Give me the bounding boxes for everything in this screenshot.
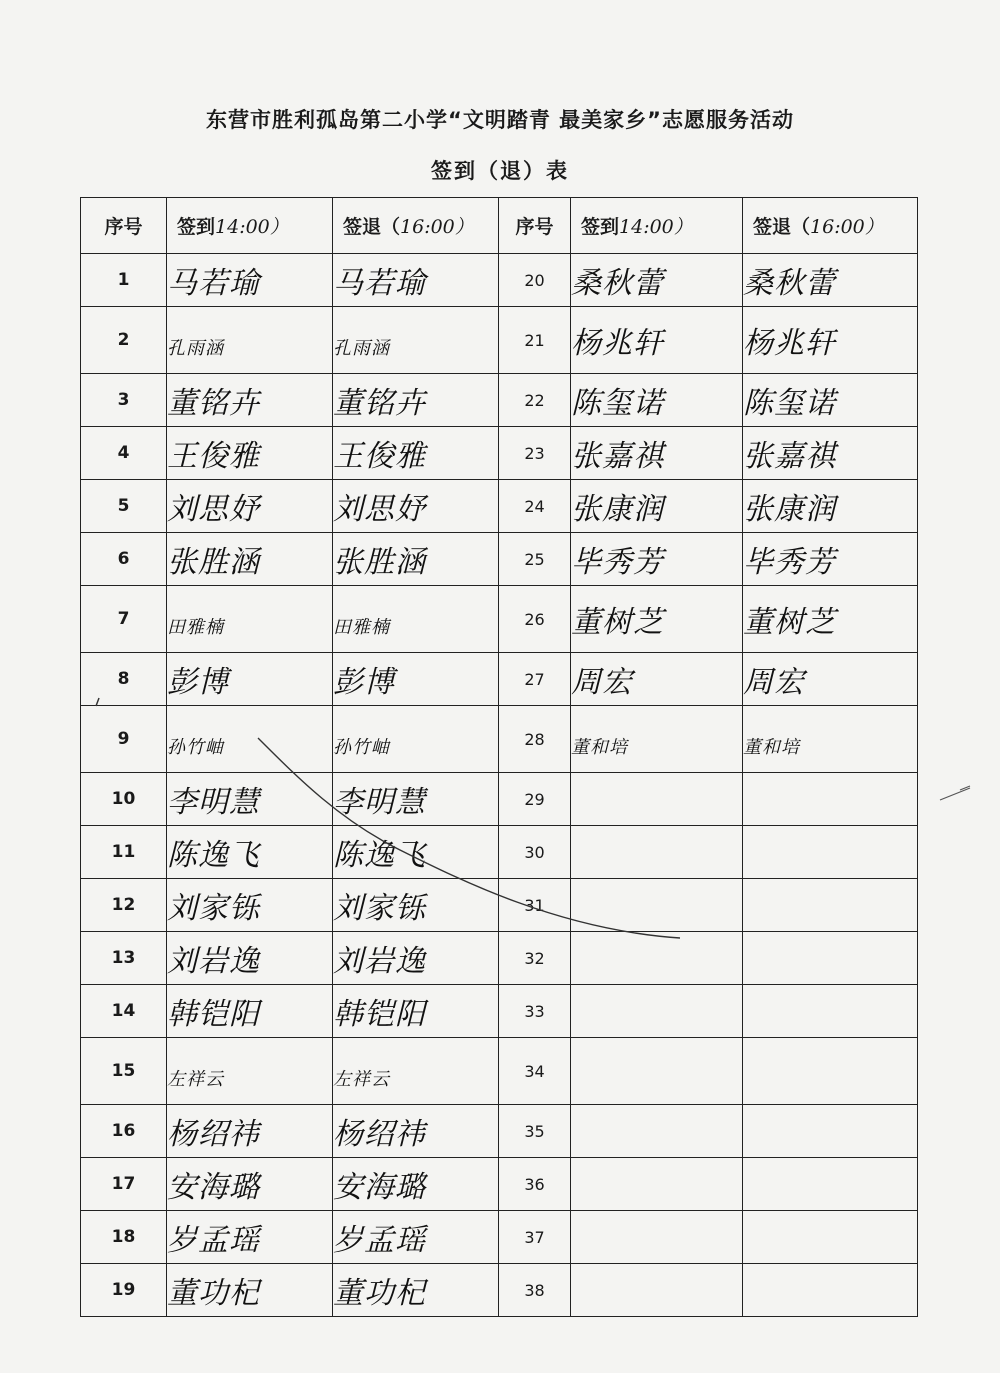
table-row xyxy=(81,653,918,706)
table-row xyxy=(81,932,918,985)
seq-number-2: 37 xyxy=(499,1211,571,1264)
sign-in-table xyxy=(80,197,918,1317)
seq-number: 14 xyxy=(81,985,167,1038)
sign-in-signature: 安海璐 xyxy=(167,1158,333,1211)
seq-number: 17 xyxy=(81,1158,167,1211)
sign-in-signature-2 xyxy=(571,773,743,826)
seq-number: 15 xyxy=(81,1038,167,1105)
table-row xyxy=(81,1211,918,1264)
sign-out-signature-2 xyxy=(743,773,918,826)
seq-number: 19 xyxy=(81,1264,167,1317)
table-row xyxy=(81,1158,918,1211)
sign-in-signature: 刘岩逸 xyxy=(167,932,333,985)
seq-number-2: 22 xyxy=(499,374,571,427)
sign-in-signature: 田雅楠 xyxy=(167,586,333,653)
seq-number-2: 31 xyxy=(499,879,571,932)
sign-in-signature: 杨绍祎 xyxy=(167,1105,333,1158)
sign-out-signature-2: 毕秀芳 xyxy=(743,533,918,586)
seq-number: 12 xyxy=(81,879,167,932)
sign-out-signature: 孙竹岫 xyxy=(333,706,499,773)
document-title: 东营市胜利孤岛第二小学“文明踏青 最美家乡”志愿服务活动 xyxy=(206,108,794,132)
sign-out-signature-2 xyxy=(743,1038,918,1105)
sign-out-signature: 刘家铄 xyxy=(333,879,499,932)
sign-out-signature: 刘思妤 xyxy=(333,480,499,533)
sign-in-signature: 孔雨涵 xyxy=(167,307,333,374)
header-sign-in-2 xyxy=(571,198,743,254)
seq-number-2: 27 xyxy=(499,653,571,706)
seq-number-2: 34 xyxy=(499,1038,571,1105)
seq-number-2: 33 xyxy=(499,985,571,1038)
sign-in-signature-2: 张嘉祺 xyxy=(571,427,743,480)
sign-out-signature: 安海璐 xyxy=(333,1158,499,1211)
seq-number: 10 xyxy=(81,773,167,826)
seq-number-2: 36 xyxy=(499,1158,571,1211)
sign-in-signature-2 xyxy=(571,1264,743,1317)
table-row xyxy=(81,533,918,586)
sign-in-signature-2: 杨兆轩 xyxy=(571,307,743,374)
document-subtitle: 签到（退）表 xyxy=(431,159,569,183)
seq-number: 1 xyxy=(81,254,167,307)
sign-in-signature: 左祥云 xyxy=(167,1038,333,1105)
table-row xyxy=(81,826,918,879)
table-row xyxy=(81,307,918,374)
sign-out-signature-2 xyxy=(743,1264,918,1317)
sign-in-signature: 李明慧 xyxy=(167,773,333,826)
seq-number: 7 xyxy=(81,586,167,653)
sign-out-signature: 左祥云 xyxy=(333,1038,499,1105)
sign-in-signature-2: 毕秀芳 xyxy=(571,533,743,586)
sign-out-signature: 张胜涵 xyxy=(333,533,499,586)
header-seq-2: 序号 xyxy=(499,198,571,254)
sign-out-signature-2 xyxy=(743,826,918,879)
sign-in-signature: 陈逸飞 xyxy=(167,826,333,879)
sign-in-signature-2 xyxy=(571,985,743,1038)
sign-out-signature: 马若瑜 xyxy=(333,254,499,307)
seq-number: 18 xyxy=(81,1211,167,1264)
header-sign-out-label-2: 签退（ xyxy=(753,216,811,238)
seq-number: 2 xyxy=(81,307,167,374)
sign-out-signature: 杨绍祎 xyxy=(333,1105,499,1158)
sign-out-signature-2: 董树芝 xyxy=(743,586,918,653)
table-row xyxy=(81,427,918,480)
table-row xyxy=(81,480,918,533)
table-row xyxy=(81,706,918,773)
sign-out-signature: 韩铠阳 xyxy=(333,985,499,1038)
sign-in-signature-2 xyxy=(571,879,743,932)
sign-out-signature-2: 董和培 xyxy=(743,706,918,773)
seq-number: 6 xyxy=(81,533,167,586)
sign-out-signature: 李明慧 xyxy=(333,773,499,826)
header-sign-out xyxy=(333,198,499,254)
seq-number-2: 25 xyxy=(499,533,571,586)
sign-out-signature: 王俊雅 xyxy=(333,427,499,480)
sign-in-signature: 刘家铄 xyxy=(167,879,333,932)
sign-in-signature: 韩铠阳 xyxy=(167,985,333,1038)
sign-out-signature-2 xyxy=(743,985,918,1038)
header-sign-in-time: 14:00） xyxy=(215,216,289,238)
table-row xyxy=(81,879,918,932)
sign-in-signature: 董功杞 xyxy=(167,1264,333,1317)
table-row xyxy=(81,985,918,1038)
table-row xyxy=(81,1264,918,1317)
sign-in-signature-2: 桑秋蕾 xyxy=(571,254,743,307)
seq-number-2: 38 xyxy=(499,1264,571,1317)
sign-in-signature-2: 董树芝 xyxy=(571,586,743,653)
header-seq: 序号 xyxy=(81,198,167,254)
sign-in-signature: 王俊雅 xyxy=(167,427,333,480)
seq-number-2: 23 xyxy=(499,427,571,480)
sign-out-signature: 陈逸飞 xyxy=(333,826,499,879)
sign-out-signature: 孔雨涵 xyxy=(333,307,499,374)
table-row xyxy=(81,374,918,427)
header-sign-out-label: 签退（ xyxy=(343,216,401,238)
sign-out-signature-2 xyxy=(743,879,918,932)
seq-number: 3 xyxy=(81,374,167,427)
header-sign-out-time: 16:00） xyxy=(400,216,474,238)
seq-number: 5 xyxy=(81,480,167,533)
sign-in-signature-2 xyxy=(571,932,743,985)
sign-out-signature: 董功杞 xyxy=(333,1264,499,1317)
sign-in-signature: 岁孟瑶 xyxy=(167,1211,333,1264)
sign-in-signature-2: 周宏 xyxy=(571,653,743,706)
header-sign-in-time-2: 14:00） xyxy=(619,216,693,238)
sign-in-signature-2 xyxy=(571,1038,743,1105)
seq-number-2: 32 xyxy=(499,932,571,985)
sign-out-signature: 董铭卉 xyxy=(333,374,499,427)
sign-in-signature: 马若瑜 xyxy=(167,254,333,307)
sign-in-signature: 孙竹岫 xyxy=(167,706,333,773)
sign-in-signature-2: 张康润 xyxy=(571,480,743,533)
sign-out-signature-2 xyxy=(743,932,918,985)
seq-number: 8 xyxy=(81,653,167,706)
seq-number: 4 xyxy=(81,427,167,480)
sign-in-signature: 董铭卉 xyxy=(167,374,333,427)
seq-number: 11 xyxy=(81,826,167,879)
sign-in-signature-2 xyxy=(571,1211,743,1264)
sign-out-signature: 刘岩逸 xyxy=(333,932,499,985)
sign-out-signature-2 xyxy=(743,1158,918,1211)
sign-out-signature: 彭博 xyxy=(333,653,499,706)
sign-out-signature-2: 杨兆轩 xyxy=(743,307,918,374)
sign-in-signature-2: 陈玺诺 xyxy=(571,374,743,427)
sign-in-signature: 张胜涵 xyxy=(167,533,333,586)
sign-out-signature: 岁孟瑶 xyxy=(333,1211,499,1264)
sign-out-signature-2: 张康润 xyxy=(743,480,918,533)
header-sign-in xyxy=(167,198,333,254)
sign-out-signature-2 xyxy=(743,1211,918,1264)
table-header-row xyxy=(81,198,918,254)
sign-in-signature: 彭博 xyxy=(167,653,333,706)
sign-in-signature-2 xyxy=(571,1105,743,1158)
sign-out-signature-2 xyxy=(743,1105,918,1158)
header-sign-out-2 xyxy=(743,198,918,254)
seq-number-2: 35 xyxy=(499,1105,571,1158)
sign-in-signature: 刘思妤 xyxy=(167,480,333,533)
table-row xyxy=(81,254,918,307)
seq-number-2: 24 xyxy=(499,480,571,533)
seq-number: 9 xyxy=(81,706,167,773)
sign-in-signature-2 xyxy=(571,826,743,879)
seq-number: 16 xyxy=(81,1105,167,1158)
table-row xyxy=(81,1105,918,1158)
sign-out-signature: 田雅楠 xyxy=(333,586,499,653)
seq-number-2: 28 xyxy=(499,706,571,773)
sign-out-signature-2: 张嘉祺 xyxy=(743,427,918,480)
sign-out-signature-2: 周宏 xyxy=(743,653,918,706)
sign-out-signature-2: 桑秋蕾 xyxy=(743,254,918,307)
seq-number-2: 21 xyxy=(499,307,571,374)
table-row xyxy=(81,586,918,653)
sign-out-signature-2: 陈玺诺 xyxy=(743,374,918,427)
table-row xyxy=(81,1038,918,1105)
sign-in-signature-2: 董和培 xyxy=(571,706,743,773)
seq-number-2: 26 xyxy=(499,586,571,653)
header-sign-out-time-2: 16:00） xyxy=(810,216,884,238)
sign-in-signature-2 xyxy=(571,1158,743,1211)
seq-number-2: 20 xyxy=(499,254,571,307)
seq-number: 13 xyxy=(81,932,167,985)
header-sign-in-label: 签到 xyxy=(177,216,216,238)
seq-number-2: 30 xyxy=(499,826,571,879)
header-sign-in-label-2: 签到 xyxy=(581,216,620,238)
seq-number-2: 29 xyxy=(499,773,571,826)
table-row xyxy=(81,773,918,826)
